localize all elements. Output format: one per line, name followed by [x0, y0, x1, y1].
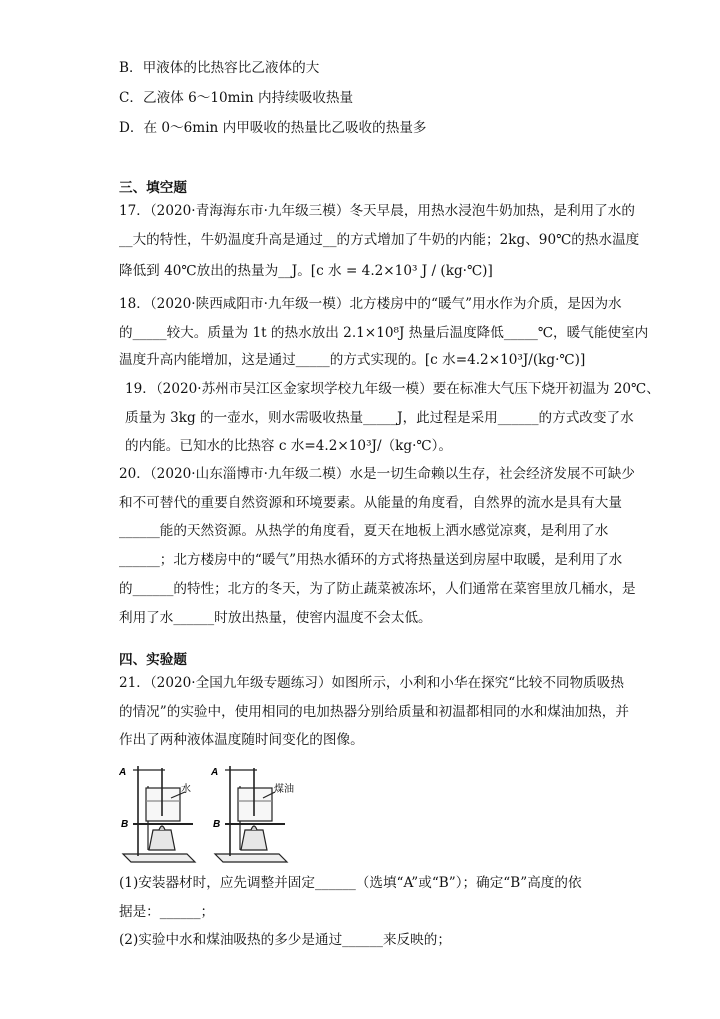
option-c: C．乙液体 6～10min 内持续吸收热量	[119, 90, 354, 106]
flame-1	[159, 826, 165, 830]
lamp-2	[241, 830, 267, 850]
option-b: B．甲液体的比热容比乙液体的大	[119, 60, 320, 76]
q17-line-2: __大的特性，牛奶温度升高是通过__的方式增加了牛奶的内能；2kg、90℃的热水温度	[119, 232, 640, 248]
q19-line-1: 19．（2020·苏州市吴江区金家坝学校九年级一模）要在标准大气压下烧开初温为 20℃、	[125, 381, 660, 397]
beaker-2	[238, 788, 272, 821]
apparatus-water	[123, 766, 195, 862]
q17-line-1: 17．（2020·青海海东市·九年级三模）冬天早晨，用热水浸泡牛奶加热，是利用了水的	[119, 203, 635, 219]
experiment-apparatus-figure	[119, 764, 304, 866]
label-water: 水	[181, 784, 191, 795]
flame-2	[251, 826, 257, 830]
label-a-2: A	[211, 767, 219, 778]
q20-line-4: ______；北方楼房中的“暖气”用热水循环的方式将热量送到房屋中取暖，是利用了水	[119, 552, 623, 568]
q21-line-2: 的情况”的实验中，使用相同的电加热器分别给质量和初温都相同的水和煤油加热，并	[119, 704, 629, 720]
label-a-1: A	[119, 767, 127, 778]
apparatus-svg	[119, 764, 304, 866]
q21-sub2: (2)实验中水和煤油吸热的多少是通过______来反映的；	[119, 932, 451, 948]
section-heading-experiment: 四、实验题	[119, 652, 187, 668]
q20-line-5: 的______的特性；北方的冬天，为了防止蔬菜被冻坏，人们通常在菜窖里放几桶水，是	[119, 581, 636, 597]
q19-line-3: 的内能。已知水的比热容 c 水=4.2×10³J/（kg·℃）。	[125, 438, 453, 454]
section-heading-fill-in: 三、填空题	[119, 180, 187, 196]
q19-line-2: 质量为 3kg 的一壶水，则水需吸收热量_____J，此过程是采用______的方式改变了水	[125, 410, 634, 426]
label-b-2: B	[213, 819, 221, 830]
beaker-1	[146, 788, 180, 821]
q20-line-6: 利用了水______时放出热量，使窖内温度不会太低。	[119, 610, 432, 626]
q18-line-1: 18．（2020·陕西咸阳市·九年级一模）北方楼房中的“暖气”用水作为介质，是因为水	[119, 296, 622, 312]
q17-line-3: 降低到 40℃放出的热量为__J。[c 水 = 4.2×10³ J / (kg·℃)]	[119, 263, 493, 279]
q20-line-2: 和不可替代的重要自然资源和环境要素。从能量的角度看，自然界的流水是具有大量	[119, 495, 622, 511]
q21-line-3: 作出了两种液体温度随时间变化的图像。	[119, 732, 364, 748]
q21-sub1-line-1: (1)安装器材时，应先调整并固定______（选填“A”或“B”）；确定“B”高度的依	[119, 875, 582, 891]
label-b-1: B	[121, 819, 129, 830]
apparatus-kerosene	[215, 766, 287, 862]
lamp-1	[149, 830, 175, 850]
q21-line-1: 21．（2020·全国九年级专题练习）如图所示，小利和小华在探究“比较不同物质吸热	[119, 675, 624, 691]
q20-line-3: ______能的天然资源。从热学的角度看，夏天在地板上洒水感觉凉爽，是利用了水	[119, 523, 609, 539]
base-plate-2	[215, 854, 287, 862]
q18-line-3: 温度升高内能增加，这是通过_____的方式实现的。[c 水=4.2×10³J/(kg·℃)]	[119, 352, 586, 368]
label-kerosene: 煤油	[274, 784, 294, 795]
base-plate-1	[123, 854, 195, 862]
q21-sub1-line-2: 据是：______；	[119, 904, 215, 920]
q20-line-1: 20．（2020·山东淄博市·九年级二模）水是一切生命赖以生存，社会经济发展不可缺少	[119, 466, 635, 482]
q18-line-2: 的_____较大。质量为 1t 的热水放出 2.1×10⁸J 热量后温度降低_____℃，暖气能使室内	[119, 325, 649, 341]
option-d: D．在 0～6min 内甲吸收的热量比乙吸收的热量多	[119, 120, 427, 136]
